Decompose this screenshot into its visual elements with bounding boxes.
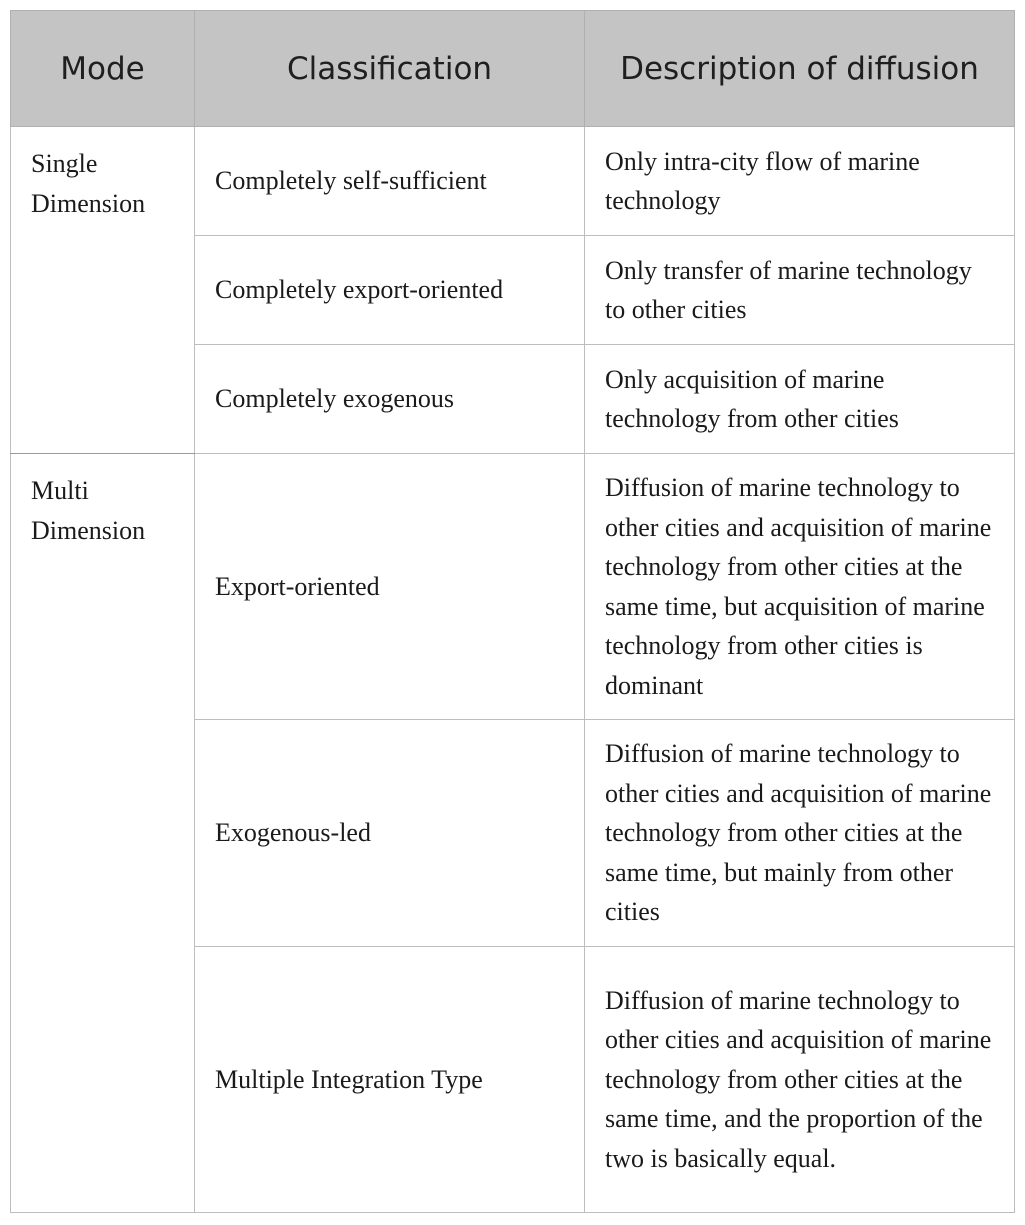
- diffusion-mode-table: [10, 10, 1015, 1213]
- table-row: [11, 454, 1015, 720]
- classification-cell: Multiple Integration Type: [195, 947, 585, 1213]
- header-classification: Classification: [195, 11, 585, 127]
- description-cell: Diffusion of marine technology to other cities and acquisition of marine technology from other cities at the same time, but mainly from other cities: [585, 720, 1015, 947]
- classification-cell: Completely exogenous: [195, 345, 585, 454]
- description-cell: Only acquisition of marine technology from other cities: [585, 345, 1015, 454]
- classification-cell: Completely self-sufficient: [195, 127, 585, 236]
- mode-cell-multi: Multi Dimension: [11, 454, 195, 1213]
- description-cell: Diffusion of marine technology to other cities and acquisition of marine technology from other cities at the same time, but acquisition of marine technology from other cities is dominant: [585, 454, 1015, 720]
- classification-cell: Exogenous-led: [195, 720, 585, 947]
- header-description: Description of diffusion: [585, 11, 1015, 127]
- description-cell: Only transfer of marine technology to other cities: [585, 236, 1015, 345]
- description-cell: Only intra-city flow of marine technology: [585, 127, 1015, 236]
- header-row: [11, 11, 1015, 127]
- classification-cell: Completely export-oriented: [195, 236, 585, 345]
- table-row: [11, 127, 1015, 236]
- mode-cell-single: Single Dimension: [11, 127, 195, 454]
- header-mode: Mode: [11, 11, 195, 127]
- classification-cell: Export-oriented: [195, 454, 585, 720]
- description-cell: Diffusion of marine technology to other cities and acquisition of marine technology from other cities at the same time, and the proportion of the two is basically equal.: [585, 947, 1015, 1213]
